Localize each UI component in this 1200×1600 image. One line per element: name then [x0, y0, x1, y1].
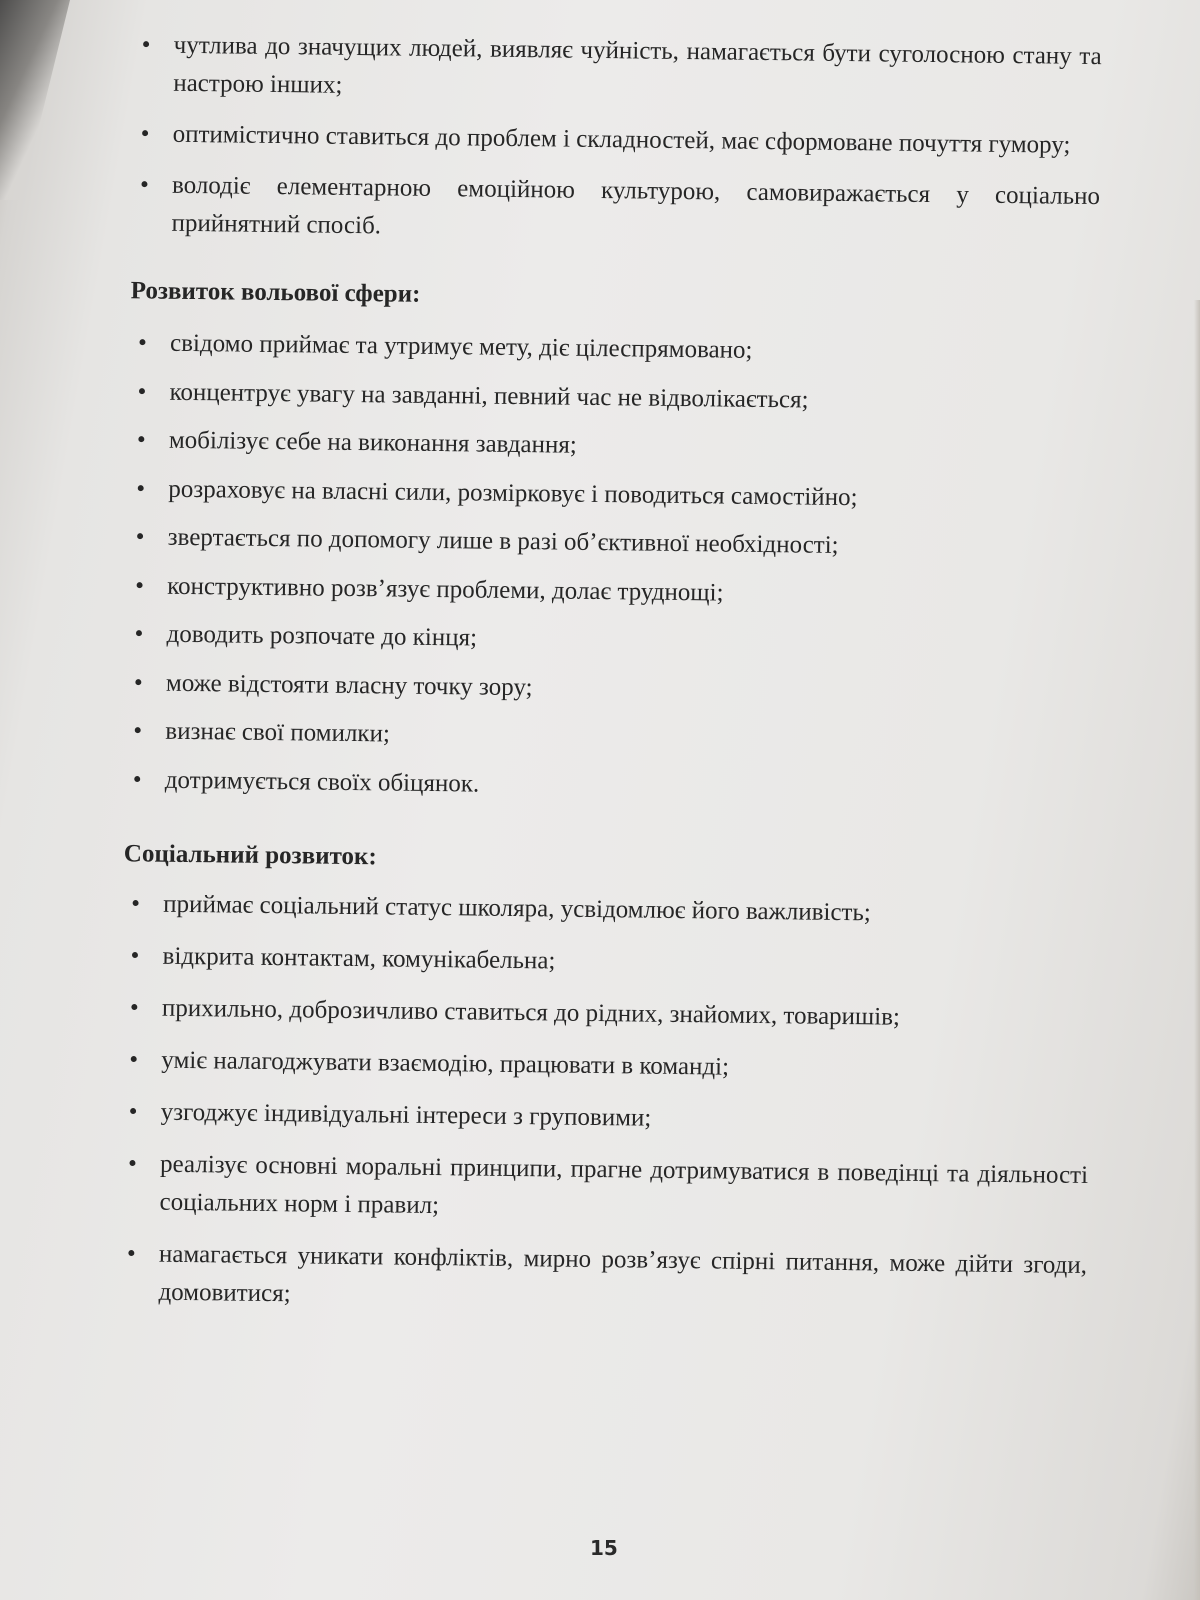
- list-item-text: намагається уникати конфліктів, мирно розв’язує спірні питання, може дійти згоди, домовитися;: [158, 1240, 1088, 1307]
- page-curl-shadow: [0, 0, 70, 200]
- social-list: [96, 884, 1091, 1322]
- bullet-icon: •: [134, 620, 144, 648]
- list-item-text: концентрує увагу на завданні, певний час не відволікається;: [169, 378, 809, 414]
- bullet-icon: •: [136, 426, 146, 454]
- list-item-text: реалізує основні моральні принципи, прагне дотримуватися в поведінці та діяльності соціальних норм і правил;: [159, 1150, 1089, 1219]
- bullet-icon: •: [133, 668, 143, 696]
- list-item: [104, 615, 1094, 665]
- list-item: [106, 518, 1096, 568]
- bullet-icon: •: [133, 717, 143, 745]
- bullet-icon: •: [135, 571, 145, 599]
- list-item-text: уміє налагоджувати взаємодію, працювати в команді;: [161, 1046, 730, 1081]
- section-heading-social: Соціальний розвиток:: [123, 839, 377, 870]
- list-item: [103, 712, 1093, 762]
- list-item-text: узгоджує індивідуальні інтереси з груповими;: [160, 1098, 652, 1132]
- list-item: [107, 421, 1097, 471]
- page-number: 15: [590, 1536, 618, 1560]
- list-item: [106, 469, 1096, 519]
- page-edge-shadow: [1194, 300, 1200, 1600]
- list-item: [103, 760, 1093, 810]
- list-item-text: розраховує на власні сили, розмірковує і поводиться самостійно;: [168, 475, 858, 511]
- bullet-icon: •: [129, 993, 139, 1021]
- list-item: [108, 324, 1098, 374]
- list-item-text: конструктивно розв’язує проблеми, долає труднощі;: [167, 572, 724, 607]
- section-heading-will: Розвиток вольової сфери:: [130, 277, 421, 308]
- list-item-text: може відстояти власну точку зору;: [165, 669, 533, 701]
- document-body: [96, 26, 1102, 1336]
- list-item-text: відкрита контактам, комунікабельна;: [162, 942, 556, 974]
- will-list: [103, 324, 1099, 811]
- bullet-icon: •: [130, 941, 140, 969]
- bullet-icon: •: [128, 1097, 138, 1125]
- bullet-icon: •: [137, 329, 148, 357]
- list-item: [110, 115, 1100, 165]
- list-item-text: оптимістично ставиться до проблем і складностей, має сформоване почуття гумору;: [172, 120, 1071, 159]
- list-item: [96, 1234, 1087, 1322]
- list-item: [105, 566, 1095, 616]
- bullet-icon: •: [137, 377, 147, 405]
- bullet-icon: •: [129, 1045, 139, 1073]
- list-item: [107, 372, 1097, 422]
- bullet-icon: •: [132, 765, 142, 793]
- list-item: [97, 1144, 1088, 1232]
- list-item-text: володіє елементарною емоційною культурою, самовиражається у соціально прийнятний спосіб.: [171, 171, 1101, 240]
- list-item-text: приймає соціальний статус школяра, усвідомлює його важливість;: [163, 890, 871, 926]
- list-item: [109, 166, 1100, 254]
- bullet-icon: •: [141, 31, 151, 59]
- list-item-text: свідомо приймає та утримує мету, діє цілеспрямовано;: [169, 329, 753, 364]
- list-item: [100, 936, 1090, 986]
- bullet-icon: •: [126, 1239, 136, 1267]
- list-item-text: мобілізує себе на виконання завдання;: [168, 426, 577, 459]
- list-item-text: прихильно, доброзичливо ставиться до рідних, знайомих, товаришів;: [161, 994, 901, 1031]
- bullet-icon: •: [135, 523, 145, 551]
- list-item-text: доводить розпочате до кінця;: [166, 620, 478, 652]
- list-item: [99, 1092, 1089, 1142]
- list-item: [100, 988, 1090, 1038]
- emotional-list: [109, 26, 1102, 254]
- list-item: [101, 884, 1091, 934]
- list-item-text: дотримується своїх обіцянок.: [164, 766, 480, 798]
- bullet-icon: •: [139, 171, 149, 199]
- list-item-text: звертається по допомогу лише в разі об’єктивної необхідності;: [167, 523, 839, 559]
- list-item-text: визнає свої помилки;: [165, 717, 391, 748]
- bullet-icon: •: [140, 120, 150, 148]
- bullet-icon: •: [127, 1149, 138, 1177]
- list-item: [99, 1040, 1089, 1090]
- list-item: [104, 663, 1094, 713]
- list-item: [111, 26, 1102, 114]
- bullet-icon: •: [131, 889, 141, 917]
- bullet-icon: •: [136, 474, 146, 502]
- list-item-text: чутлива до значущих людей, виявляє чуйність, намагається бути суголосною стану та настрою інших;: [173, 31, 1102, 99]
